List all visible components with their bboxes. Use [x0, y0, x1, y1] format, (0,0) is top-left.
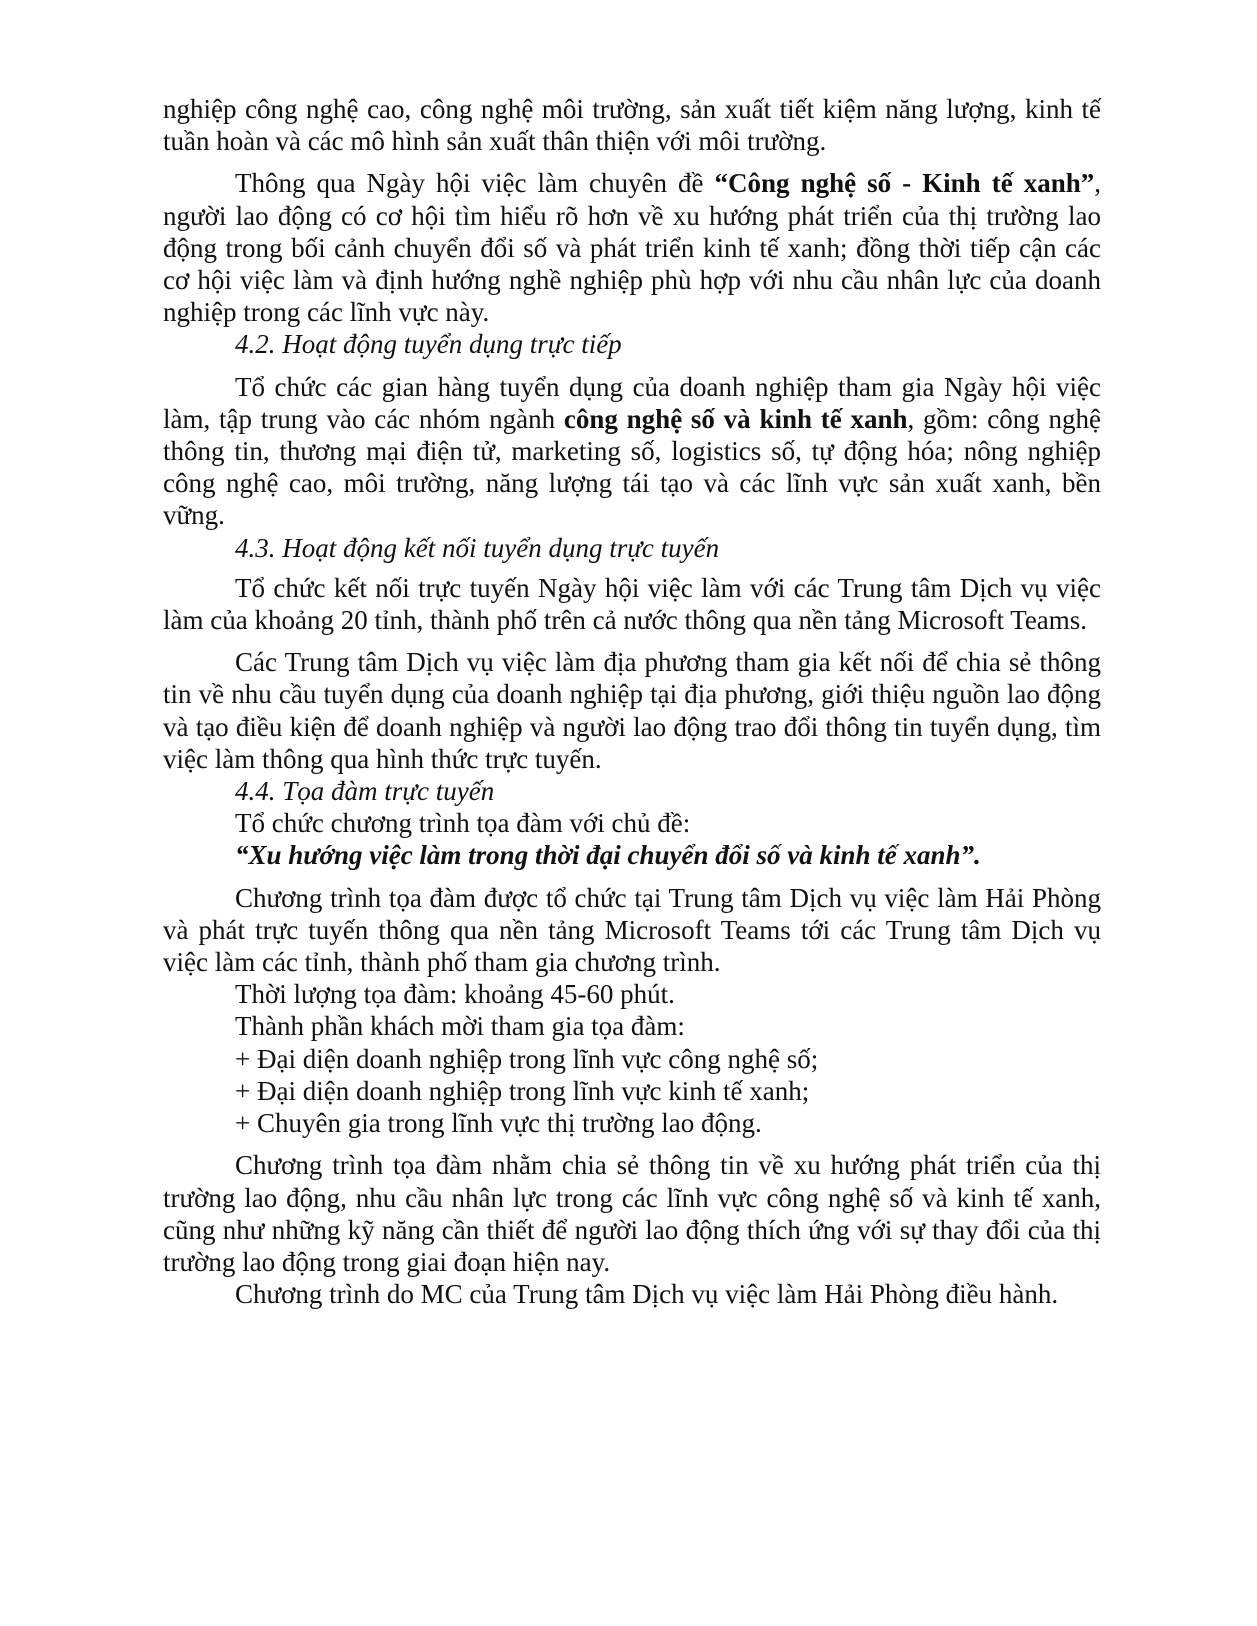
- text-run: Thông qua Ngày hội việc làm chuyên đề: [235, 168, 715, 199]
- paragraph-job-fair-intro: [163, 167, 1101, 328]
- event-theme-bold: “Công nghệ số - Kinh tế xanh”: [714, 168, 1095, 199]
- paragraph-duration: Thời lượng tọa đàm: khoảng 45-60 phút.: [235, 979, 675, 1010]
- guest-list-item: + Đại diện doanh nghiệp trong lĩnh vực công nghệ số;: [235, 1043, 819, 1074]
- section-heading-4-2: 4.2. Hoạt động tuyển dụng trực tiếp: [235, 329, 622, 360]
- seminar-theme: “Xu hướng việc làm trong thời đại chuyển đổi số và kinh tế xanh”.: [235, 840, 981, 871]
- paragraph-seminar-purpose: Chương trình tọa đàm nhằm chia sẻ thông tin về xu hướng phát triển của thị trường lao động, nhu cầu nhân lực trong các lĩnh vực công nghệ số và kinh tế xanh, cũng như những kỹ năng cần thiết để người lao động thích ứng với sự thay đổi của thị trường lao động trong giai đoạn hiện nay.: [163, 1150, 1101, 1277]
- text-run: Tổ chức các gian hàng tuyển dụng của doanh nghiệp tham gia Ngày hội việc làm, tập trung vào các nhóm ngành: [163, 371, 1101, 434]
- paragraph-seminar-venue: Chương trình tọa đàm được tổ chức tại Trung tâm Dịch vụ việc làm Hải Phòng và phát trực tuyến thông qua nền tảng Microsoft Teams tới các Trung tâm Dịch vụ việc làm các tỉnh, thành phố tham gia chương trình.: [163, 882, 1101, 978]
- document-page: [163, 93, 1101, 1310]
- text-run: , gồm: công nghệ thông tin, thương mại điện tử, marketing số, logistics số, tự động hóa; nông nghiệp công nghệ cao, môi trường, năng lượng tái tạo và các lĩnh vực sản xuất xanh, bền vững.: [163, 403, 1101, 531]
- guest-list-item: + Đại diện doanh nghiệp trong lĩnh vực kinh tế xanh;: [235, 1075, 810, 1106]
- paragraph-mc: Chương trình do MC của Trung tâm Dịch vụ việc làm Hải Phòng điều hành.: [235, 1279, 1059, 1310]
- paragraph-continuation: nghiệp công nghệ cao, công nghệ môi trường, sản xuất tiết kiệm năng lượng, kinh tế tuần hoàn và các mô hình sản xuất thân thiện với môi trường.: [163, 94, 1101, 157]
- section-heading-4-3: 4.3. Hoạt động kết nối tuyển dụng trực tuyến: [235, 532, 720, 563]
- text-run: , người lao động có cơ hội tìm hiểu rõ hơn về xu hướng phát triển của thị trường lao động trong bối cảnh chuyển đổi số và phát triển kinh tế xanh; đồng thời tiếp cận các cơ hội việc làm và định hướng nghề nghiệp phù hợp với nhu cầu nhân lực của doanh nghiệp trong các lĩnh vực này.: [163, 168, 1101, 328]
- guest-list-item: + Chuyên gia trong lĩnh vực thị trường lao động.: [235, 1108, 762, 1139]
- paragraph-seminar-topic-intro: Tổ chức chương trình tọa đàm với chủ đề:: [235, 808, 691, 839]
- paragraph-online-connection: Tổ chức kết nối trực tuyến Ngày hội việc làm với các Trung tâm Dịch vụ việc làm của khoảng 20 tỉnh, thành phố trên cả nước thông qua nền tảng Microsoft Teams.: [163, 572, 1101, 636]
- paragraph-direct-recruitment: [163, 371, 1101, 532]
- paragraph-guests-intro: Thành phần khách mời tham gia tọa đàm:: [235, 1011, 685, 1042]
- section-heading-4-4: 4.4. Tọa đàm trực tuyến: [235, 776, 495, 807]
- sector-bold: công nghệ số và kinh tế xanh: [563, 403, 908, 434]
- paragraph-local-centers: Các Trung tâm Dịch vụ việc làm địa phương tham gia kết nối để chia sẻ thông tin về nhu cầu tuyển dụng của doanh nghiệp tại địa phương, giới thiệu nguồn lao động và tạo điều kiện để doanh nghiệp và người lao động trao đổi thông tin tuyển dụng, tìm việc làm thông qua hình thức trực tuyến.: [163, 647, 1101, 774]
